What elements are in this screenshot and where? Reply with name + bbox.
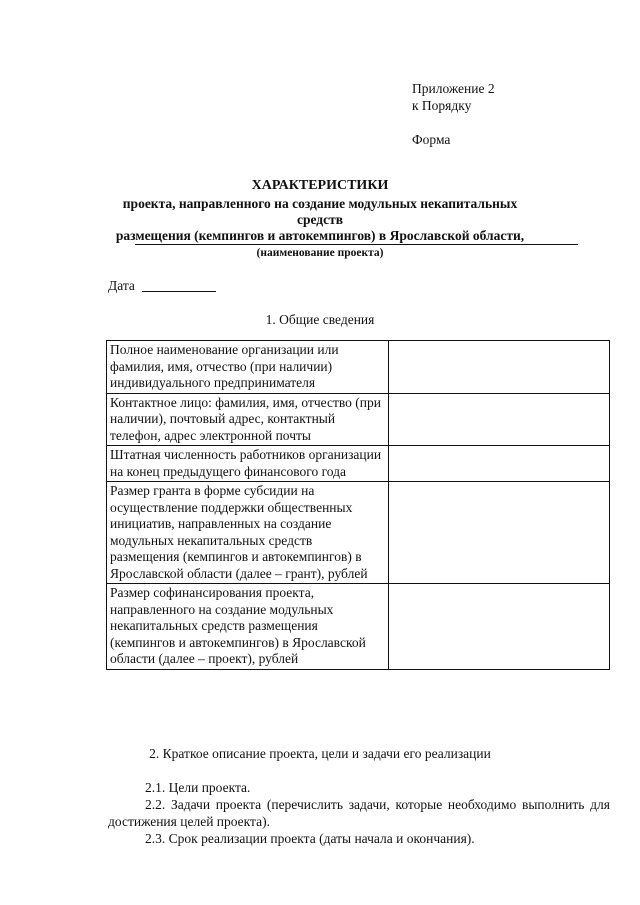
row-label: Штатная численность работников организации на конец предыдущего финансового года (107, 446, 389, 482)
section-2-title: 2. Краткое описание проекта, цели и задачи его реализации (149, 746, 491, 761)
document-title: ХАРАКТЕРИСТИКИ (251, 178, 389, 193)
row-label: Контактное лицо: фамилия, имя, отчество (при наличии), почтовый адрес, контактный телефон, адрес электронной почты (107, 393, 389, 446)
table-row (107, 393, 610, 446)
item-2-3: 2.3. Срок реализации проекта (даты начала и окончания). (145, 831, 475, 846)
item-2-2: 2.2. Задачи проекта (перечислить задачи, которые необходимо выполнить для достижения целей проекта). (108, 797, 610, 829)
appendix-header (412, 80, 495, 114)
form-label: Форма (412, 132, 451, 147)
date-field-line[interactable] (142, 291, 216, 292)
table-row (107, 482, 610, 584)
table-row (107, 584, 610, 670)
item-2-1: 2.1. Цели проекта. (145, 780, 251, 795)
project-name-caption: (наименование проекта) (256, 247, 384, 259)
appendix-reference: к Порядку (412, 98, 472, 113)
row-label: Размер гранта в форме субсидии на осуществление поддержки общественных инициатив, направленных на создание модульных некапитальных средств размещения (кемпингов и автокемпингов) в Ярославской области (далее – грант), рублей (107, 482, 389, 584)
table-row (107, 341, 610, 394)
row-label: Полное наименование организации или фамилия, имя, отчество (при наличии) индивидуального предпринимателя (107, 341, 389, 394)
table-row (107, 446, 610, 482)
subtitle-line-2: размещения (кемпингов и автокемпингов) в Ярославской области, (115, 228, 525, 243)
date-label: Дата (108, 278, 135, 293)
project-name-line[interactable] (135, 244, 578, 245)
row-value-cell[interactable] (389, 446, 610, 482)
row-value-cell[interactable] (389, 584, 610, 670)
section-1-title: 1. Общие сведения (265, 312, 375, 327)
document-subtitle (100, 196, 540, 244)
subtitle-line-1: проекта, направленного на создание модульных некапитальных средств (122, 196, 518, 227)
appendix-number: Приложение 2 (412, 81, 495, 96)
row-value-cell[interactable] (389, 393, 610, 446)
general-info-table (106, 340, 610, 670)
row-value-cell[interactable] (389, 341, 610, 394)
row-label: Размер софинансирования проекта, направленного на создание модульных некапитальных средств размещения (кемпингов и автокемпингов) в Ярославской области (далее – проект), рублей (107, 584, 389, 670)
row-value-cell[interactable] (389, 482, 610, 584)
